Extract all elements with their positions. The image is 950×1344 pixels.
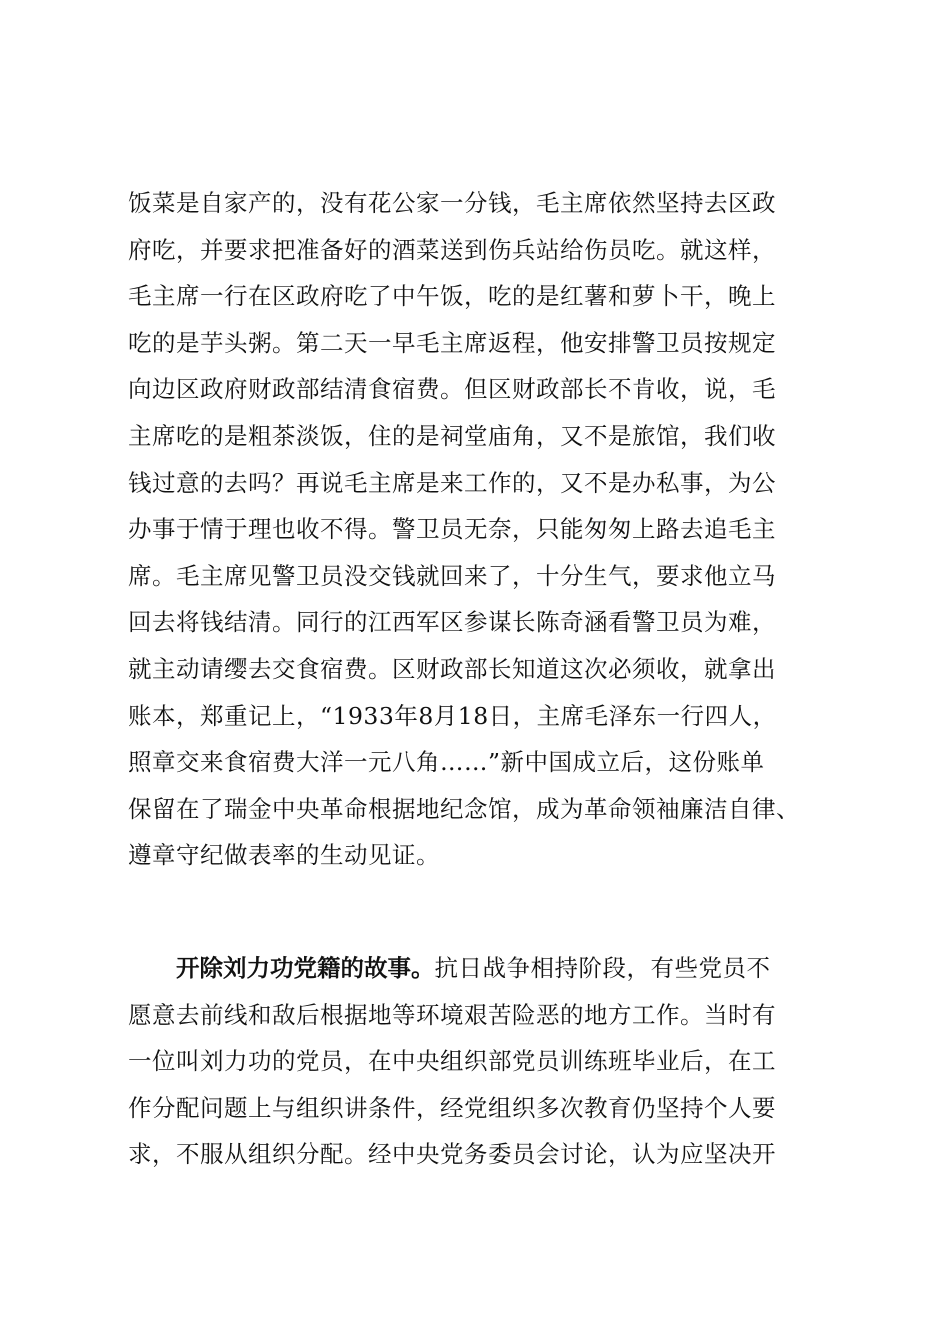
text-line: 席。毛主席见警卫员没交钱就回来了，十分生气，要求他立马 xyxy=(128,561,776,590)
text-line: 保留在了瑞金中央革命根据地纪念馆，成为革命领袖廉洁自律、 xyxy=(128,794,800,823)
story-heading: 开除刘力功党籍的故事。 xyxy=(176,954,435,982)
text-line: 就主动请缨去交食宿费。区财政部长知道这次必须收，就拿出 xyxy=(128,654,776,683)
paragraph-mao-meal-fee xyxy=(128,180,828,879)
text-line: 账本，郑重记上，“1933年8月18日，主席毛泽东一行四人， xyxy=(128,701,777,730)
text-line: 求，不服从组织分配。经中央党务委员会讨论，认为应坚决开 xyxy=(128,1140,776,1169)
text-line: 毛主席一行在区政府吃了中午饭，吃的是红薯和萝卜干，晚上 xyxy=(128,282,776,311)
text-line: 府吃，并要求把准备好的酒菜送到伤兵站给伤员吃。就这样， xyxy=(128,235,776,264)
text-line: 照章交来食宿费大洋一元八角……”新中国成立后，这份账单 xyxy=(128,748,765,777)
text-line: 一位叫刘力功的党员，在中央组织部党员训练班毕业后，在工 xyxy=(128,1047,776,1076)
text-line: 主席吃的是粗茶淡饭，住的是祠堂庙角，又不是旅馆，我们收 xyxy=(128,421,776,450)
text-line: 作分配问题上与组织讲条件，经党组织多次教育仍坚持个人要 xyxy=(128,1093,776,1122)
text-line: 向边区政府财政部结清食宿费。但区财政部长不肯收，说，毛 xyxy=(128,375,776,404)
paragraph-liu-ligong-story xyxy=(128,945,828,1178)
text-line: 遵章守纪做表率的生动见证。 xyxy=(128,841,440,870)
text-line: 回去将钱结清。同行的江西军区参谋长陈奇涵看警卫员为难， xyxy=(128,608,776,637)
first-line-text: 抗日战争相持阶段，有些党员不 xyxy=(434,954,771,982)
text-line: 愿意去前线和敌后根据地等环境艰苦险恶的地方工作。当时有 xyxy=(128,1000,776,1029)
text-line: 吃的是芋头粥。第二天一早毛主席返程，他安排警卫员按规定 xyxy=(128,328,776,357)
text-line: 饭菜是自家产的，没有花公家一分钱，毛主席依然坚持去区政 xyxy=(128,189,776,217)
paragraph-first-line xyxy=(128,945,828,992)
text-line: 钱过意的去吗？再说毛主席是来工作的，又不是办私事，为公 xyxy=(128,468,776,497)
text-line: 办事于情于理也收不得。警卫员无奈，只能匆匆上路去追毛主 xyxy=(128,515,776,544)
